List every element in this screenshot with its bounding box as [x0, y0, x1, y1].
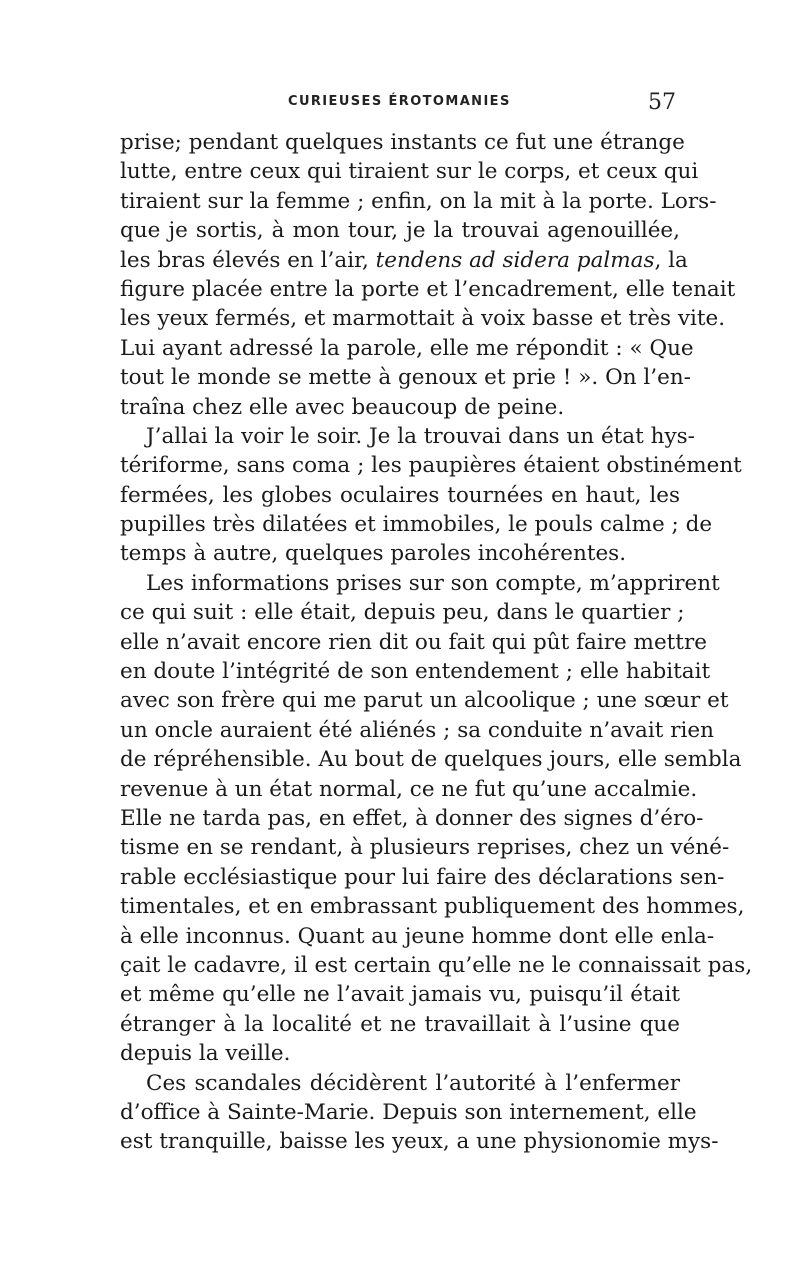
text-line: Lui ayant adressé la parole, elle me répondit : « Que — [120, 335, 694, 361]
text-line: avec son frère qui me parut un alcoolique ; une sœur et — [120, 688, 729, 714]
text-line: étranger à la localité et ne travaillait à l’usine que — [120, 1011, 680, 1037]
text-line: lutte, entre ceux qui tiraient sur le corps, et ceux qui — [120, 159, 699, 185]
text-line: temps à autre, quelques paroles incohérentes. — [120, 541, 627, 567]
text-line: tisme en se rendant, à plusieurs reprises, chez un véné- — [120, 835, 730, 861]
body-text — [120, 128, 753, 1157]
text-line: d’office à Sainte-Marie. Depuis son internement, elle — [120, 1099, 697, 1125]
text-line: J’allai la voir le soir. Je la trouvai dans un état hys- — [146, 423, 695, 449]
text-line: pupilles très dilatées et immobiles, le pouls calme ; de — [120, 512, 713, 538]
text-line: prise; pendant quelques instants ce fut une étrange — [120, 130, 685, 155]
book-page — [120, 0, 753, 1270]
page-number: 57 — [648, 90, 676, 115]
text-line: un oncle auraient été aliénés ; sa conduite n’avait rien — [120, 717, 714, 743]
text-line: tériforme, sans coma ; les paupières étaient obstinément — [120, 453, 742, 479]
text-line: que je sortis, à mon tour, je la trouvai agenouillée, — [120, 218, 680, 244]
text-line: figure placée entre la porte et l’encadrement, elle tenait — [120, 276, 736, 302]
text-line: ce qui suit : elle était, depuis peu, dans le quartier ; — [120, 600, 685, 626]
text-line: timentales, et en embrassant publiquement des hommes, — [120, 894, 745, 920]
running-head — [120, 90, 680, 120]
text-line: revenue à un état normal, ce ne fut qu’une accalmie. — [120, 776, 698, 802]
text-line: tout le monde se mette à genoux et prie ! ». On l’en- — [120, 365, 691, 391]
text-line: en doute l’intégrité de son entendement ; elle habitait — [120, 659, 711, 685]
text-line: elle n’avait encore rien dit ou fait qui pût faire mettre — [120, 629, 707, 655]
text-line: fermées, les globes oculaires tournées en haut, les — [120, 482, 680, 508]
latin-quote: tendens ad sidera palmas — [375, 247, 655, 273]
text-line: traîna chez elle avec beaucoup de peine. — [120, 394, 565, 420]
text-line: çait le cadavre, il est certain qu’elle ne le connaissait pas, — [120, 952, 753, 978]
text-line: les bras élevés en l’air, tendens ad sidera palmas, la — [120, 247, 688, 273]
text-line: et même qu’elle ne l’avait jamais vu, puisqu’il était — [120, 982, 680, 1008]
text-line: depuis la veille. — [120, 1041, 291, 1067]
text-line: les yeux fermés, et marmottait à voix basse et très vite. — [120, 306, 726, 332]
text-line: Ces scandales décidèrent l’autorité à l’enfermer — [146, 1070, 680, 1096]
text-line: à elle inconnus. Quant au jeune homme dont elle enla- — [120, 923, 715, 949]
text-line: de répréhensible. Au bout de quelques jours, elle sembla — [120, 747, 742, 773]
text-line: est tranquille, baisse les yeux, a une physionomie mys- — [120, 1129, 719, 1155]
text-line: Les informations prises sur son compte, m’apprirent — [146, 570, 720, 596]
text-line: rable ecclésiastique pour lui faire des déclarations sen- — [120, 864, 725, 890]
running-title: CURIEUSES ÉROTOMANIES — [288, 94, 511, 109]
text-line: tiraient sur la femme ; enfin, on la mit à la porte. Lors- — [120, 188, 717, 214]
text-line: Elle ne tarda pas, en effet, à donner des signes d’éro- — [120, 805, 704, 831]
